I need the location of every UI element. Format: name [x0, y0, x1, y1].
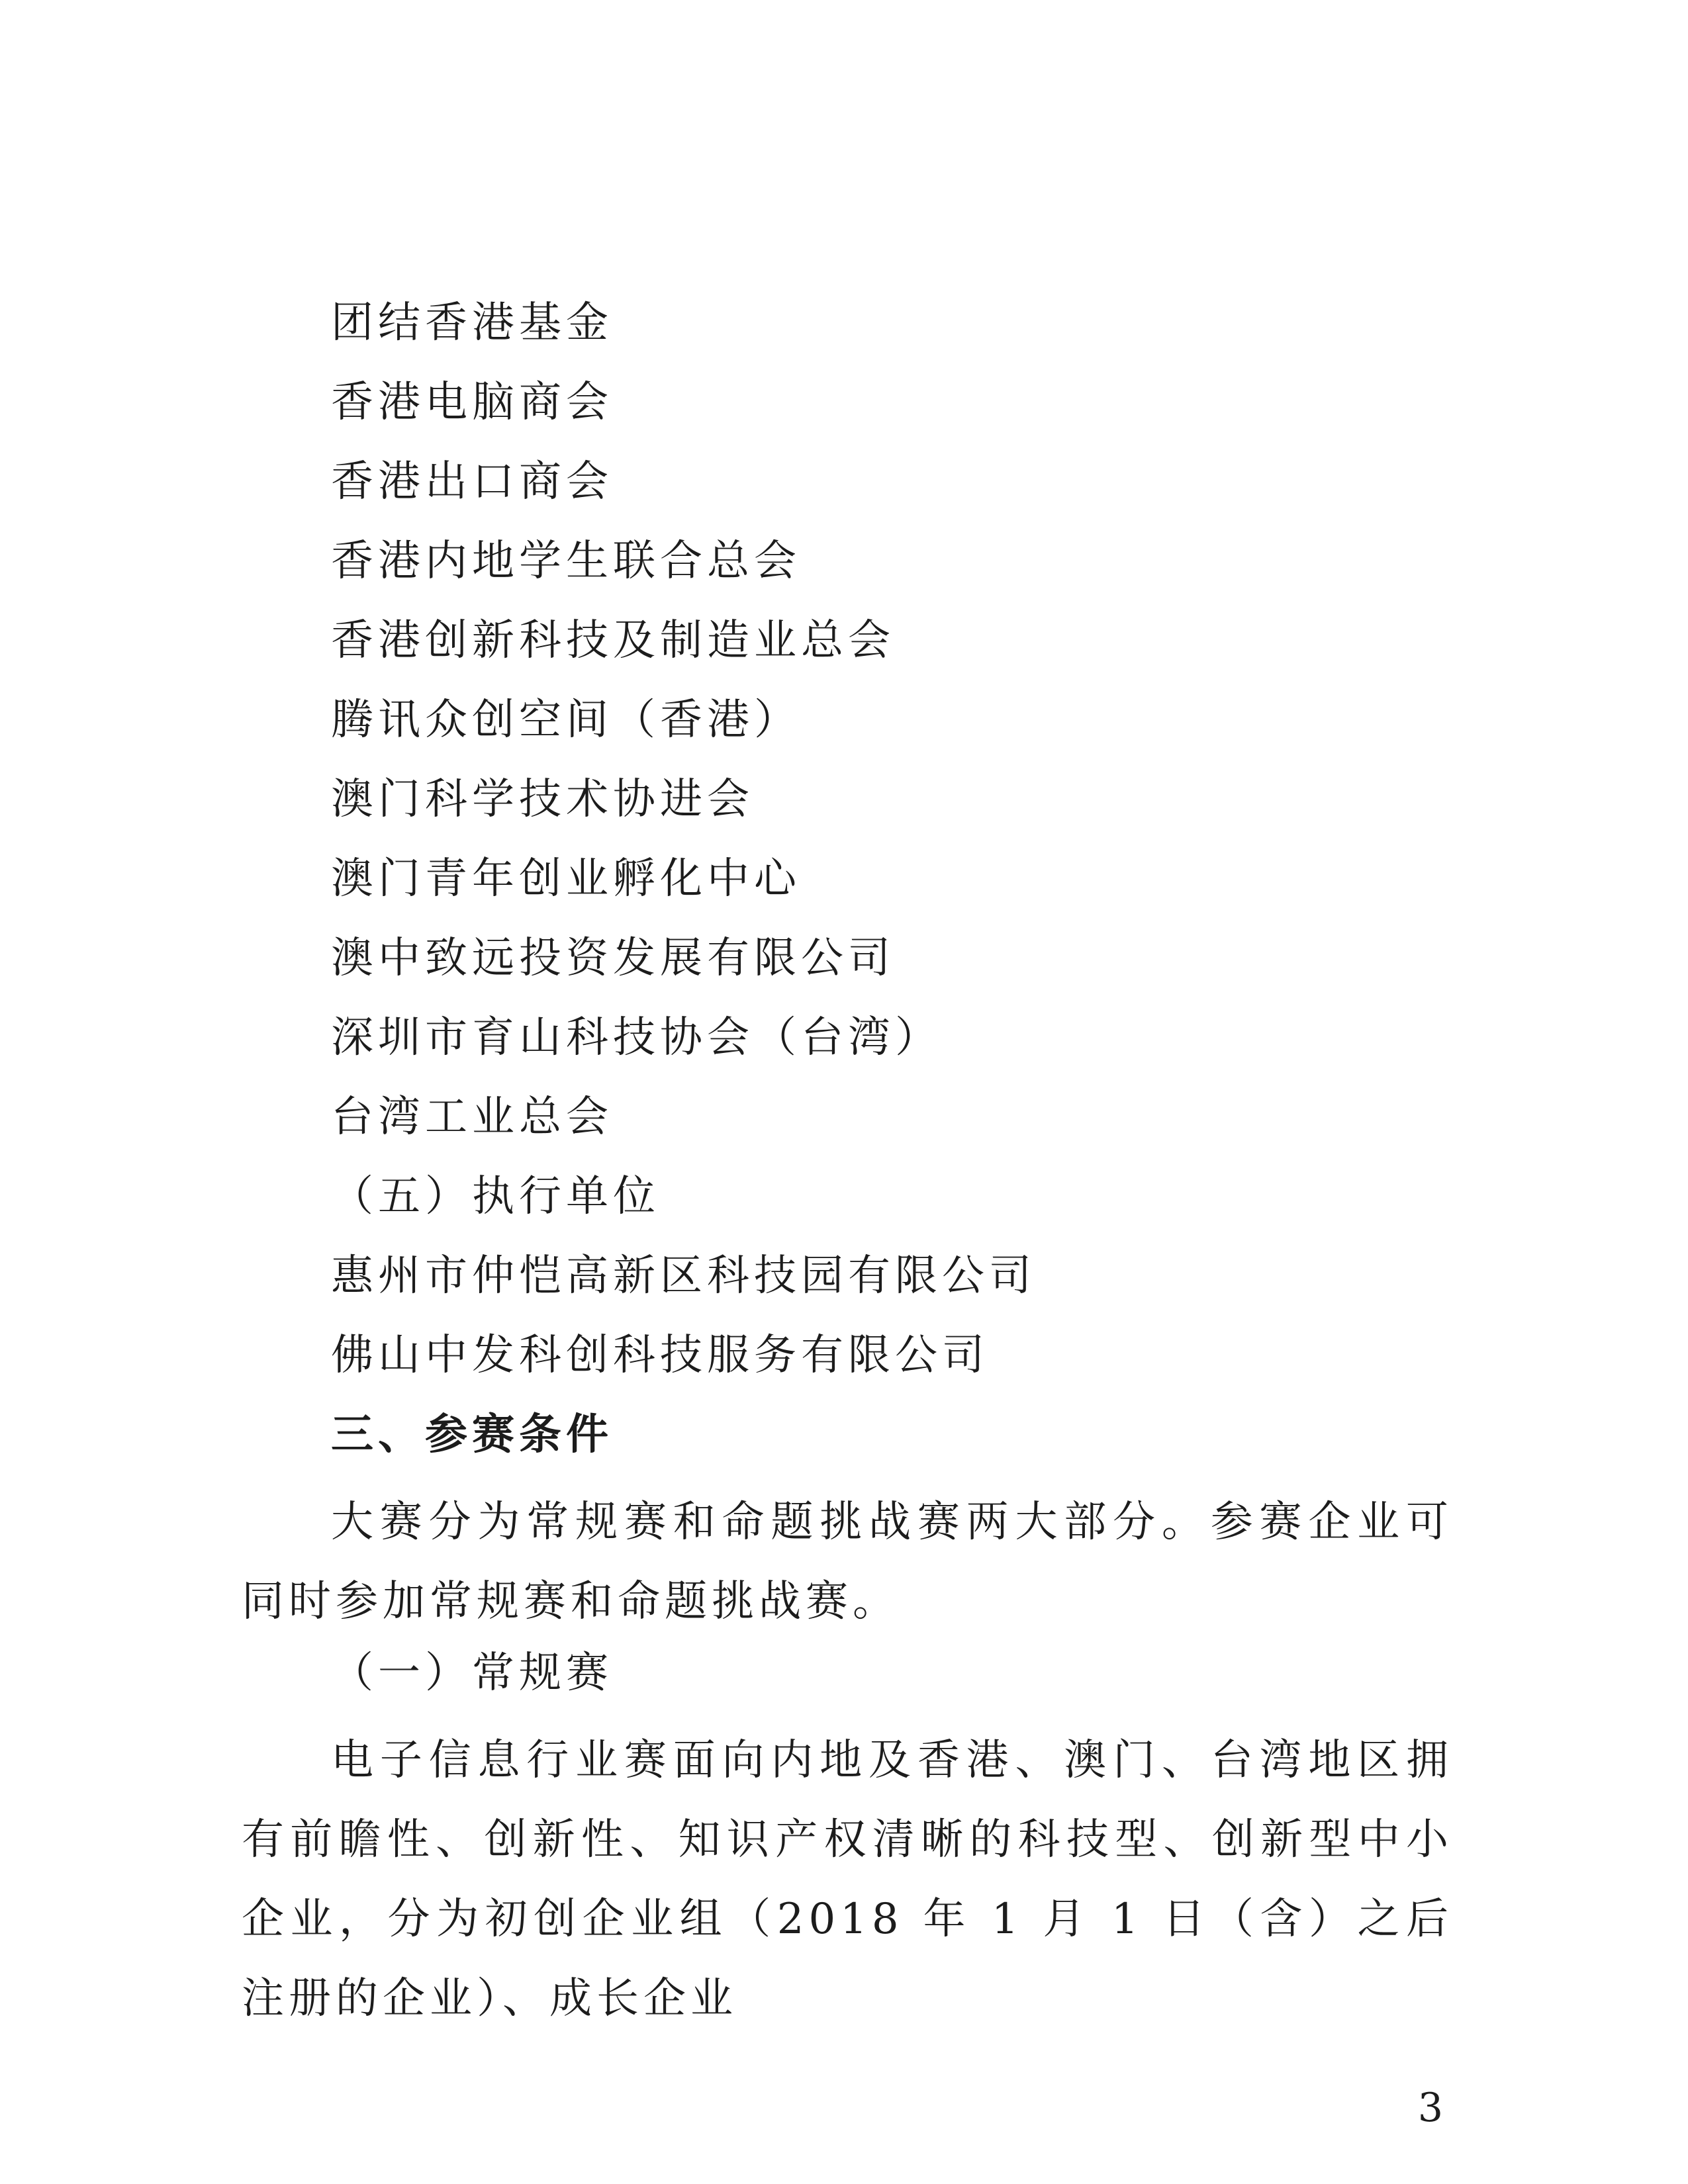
org-line-3: 香港出口商会 — [331, 457, 613, 506]
exec-org-line-2: 佛山中发科创科技服务有限公司 — [331, 1331, 989, 1380]
org-line-6: 腾讯众创空间（香港） — [331, 696, 801, 745]
org-line-10: 深圳市育山科技协会（台湾） — [331, 1013, 942, 1062]
org-line-8: 澳门青年创业孵化中心 — [331, 854, 801, 903]
section-1-heading: （一）常规赛 — [331, 1649, 613, 1698]
org-line-7: 澳门科学技术协进会 — [331, 775, 754, 824]
org-line-2: 香港电脑商会 — [331, 378, 613, 427]
org-line-9: 澳中致远投资发展有限公司 — [331, 934, 895, 983]
org-line-4: 香港内地学生联合总会 — [331, 537, 801, 586]
page-number: 3 — [1417, 2085, 1443, 2131]
org-line-5: 香港创新科技及制造业总会 — [331, 616, 895, 665]
paragraph-2: 电子信息行业赛面向内地及香港、澳门、台湾地区拥有前瞻性、创新性、知识产权清晰的科技型、创新型中小企业，分为初创企业组（2018 年 1 月 1 日（含）之后注册的企业）、成长企业 — [242, 1736, 1453, 2023]
org-line-1: 团结香港基金 — [331, 298, 613, 347]
section-3-heading: 三、参赛条件 — [331, 1410, 613, 1459]
paragraph-1: 大赛分为常规赛和命题挑战赛两大部分。参赛企业可同时参加常规赛和命题挑战赛。 — [242, 1498, 1453, 1626]
section-5-heading: （五）执行单位 — [331, 1172, 660, 1221]
org-line-11: 台湾工业总会 — [331, 1093, 613, 1142]
exec-org-line-1: 惠州市仲恺高新区科技园有限公司 — [331, 1251, 1036, 1300]
